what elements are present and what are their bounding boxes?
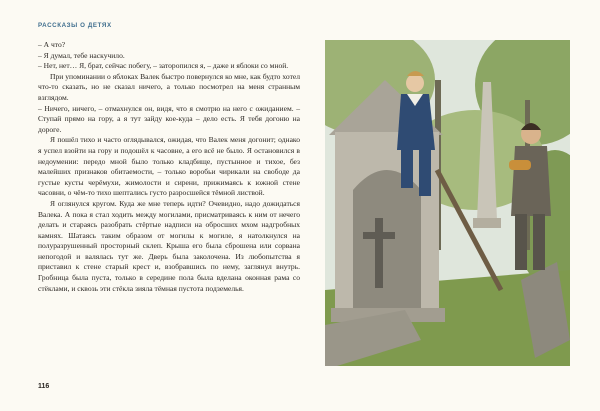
cross: [375, 218, 383, 288]
boy-leg: [401, 148, 413, 188]
boy-leg: [419, 148, 431, 196]
cross-bar: [363, 232, 395, 239]
text-column: [38, 40, 300, 294]
bread: [509, 160, 531, 170]
boy-head: [406, 74, 424, 92]
paragraph: – А что?: [38, 40, 66, 49]
paragraph: – Нет, нет… Я, брат, сейчас побегу, – заторопился я, – даже и яблоки со мной.: [38, 61, 289, 71]
crypt-door: [353, 170, 421, 310]
boy2-leg: [533, 214, 545, 270]
illustration: [325, 40, 570, 366]
paragraph: – Ничего, ничего, – отмахнулся он, видя, что я смотрю на него с ожиданием. – Ступай прямо на гору, а я тут зайду кое-куда – дело есть. Я тебя догоню на дороге.: [38, 103, 300, 134]
running-head: РАССКАЗЫ О ДЕТЯХ: [38, 22, 112, 29]
boy2-shirt: [511, 146, 551, 216]
boy2-leg: [515, 214, 527, 270]
paragraph: Я оглянулся кругом. Куда же мне теперь идти? Очевидно, надо дожидаться Валека. А пока я стал ходить между могилами, присматриваясь к ним от нечего делать и стараясь разобрать стёртые надписи на обросших мхом надгробных камнях. Шатаясь таким образом от могилы к могиле, я натолкнулся на полуразрушенный просторный склеп. Крыша его была сброшена или сорвана непогодой и валялась тут же. Дверь была заколочена. Из любопытства я приставил к стене старый крест и, взобравшись по нему, заглянул внутрь. Гробница была пуста, только в середине пола была вделана оконная рама со стёклами, и сквозь эти стёкла зияла тёмная пустота подземелья.: [38, 198, 300, 293]
page-number: 116: [38, 383, 50, 390]
paragraph: – Я думал, тебе наскучило.: [38, 50, 125, 60]
paragraph: При упоминании о яблоках Валек быстро повернулся ко мне, как будто хотел что-то сказать, но не сказал ничего, а только посмотрел на меня странным взглядом.: [38, 71, 300, 102]
illustration-graphic: [325, 40, 570, 366]
obelisk-base: [473, 218, 501, 228]
paragraph: Я пошёл тихо и часто оглядывался, ожидая, что Валек меня догонит; однако я успел взойти на гору и подошёл к часовне, а его всё не было. Я остановился в недоумении: передо мной было только кладбище, пустынное и тихое, без малейших признаков обитаемости, – только воробьи чирикали на свободе да густые кусты черёмухи, жимолости и сирени, прижимаясь к южной стене часовни, о чём-то тихо шептались густо разросшейся тёмной листвой.: [38, 135, 300, 198]
